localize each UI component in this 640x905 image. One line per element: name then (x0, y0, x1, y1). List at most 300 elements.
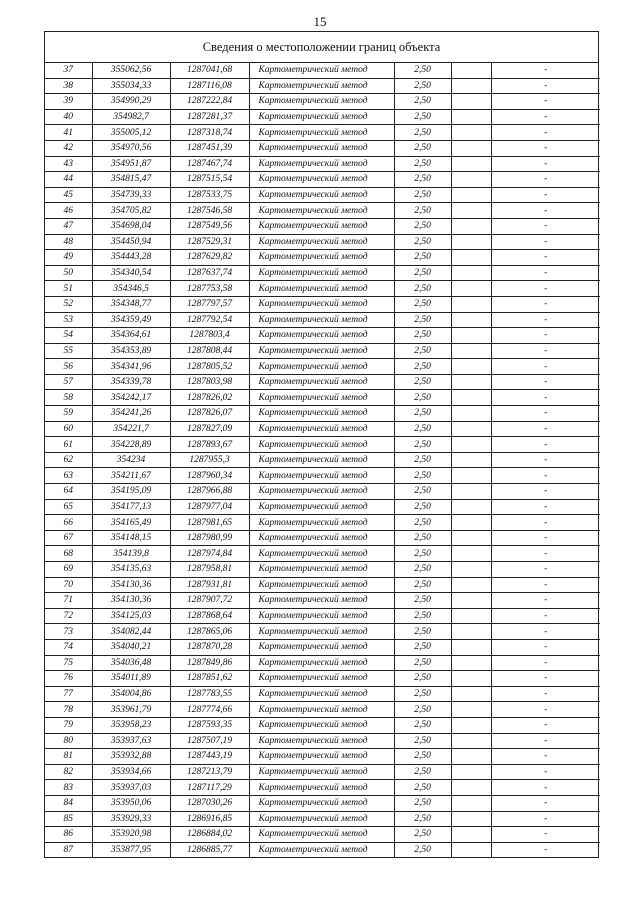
table-row (45, 312, 600, 328)
y-coordinate-cell: 1287966,88 (170, 484, 249, 500)
point-number-cell: 65 (45, 499, 92, 515)
point-number-cell: 81 (45, 749, 92, 765)
point-number-cell: 66 (45, 515, 92, 531)
point-number-cell: 72 (45, 608, 92, 624)
blank-cell-cell (451, 281, 491, 297)
accuracy-cell: 2,50 (394, 484, 451, 500)
x-coordinate-cell: 354990,29 (92, 94, 170, 110)
method-cell: Картометрический метод (249, 374, 394, 390)
point-number-cell: 37 (45, 63, 92, 78)
method-cell: Картометрический метод (249, 125, 394, 141)
accuracy-cell: 2,50 (394, 811, 451, 827)
blank-cell-cell (451, 749, 491, 765)
description-cell: - (491, 390, 600, 406)
x-coordinate-cell: 355005,12 (92, 125, 170, 141)
accuracy-cell: 2,50 (394, 468, 451, 484)
blank-cell-cell (451, 468, 491, 484)
method-cell: Картометрический метод (249, 421, 394, 437)
y-coordinate-cell: 1287629,82 (170, 250, 249, 266)
accuracy-cell: 2,50 (394, 686, 451, 702)
description-cell: - (491, 484, 600, 500)
x-coordinate-cell: 354951,87 (92, 156, 170, 172)
x-coordinate-cell: 354739,33 (92, 187, 170, 203)
accuracy-cell: 2,50 (394, 140, 451, 156)
x-coordinate-cell: 354340,54 (92, 265, 170, 281)
accuracy-cell: 2,50 (394, 172, 451, 188)
method-cell: Картометрический метод (249, 78, 394, 94)
point-number-cell: 46 (45, 203, 92, 219)
point-number-cell: 49 (45, 250, 92, 266)
blank-cell-cell (451, 374, 491, 390)
description-cell: - (491, 78, 600, 94)
table-row (45, 359, 600, 375)
method-cell: Картометрический метод (249, 156, 394, 172)
table-row (45, 827, 600, 843)
y-coordinate-cell: 1287907,72 (170, 593, 249, 609)
y-coordinate-cell: 1287974,84 (170, 546, 249, 562)
table-row (45, 749, 600, 765)
blank-cell-cell (451, 203, 491, 219)
point-number-cell: 61 (45, 437, 92, 453)
y-coordinate-cell: 1287213,79 (170, 764, 249, 780)
accuracy-cell: 2,50 (394, 546, 451, 562)
method-cell: Картометрический метод (249, 655, 394, 671)
description-cell: - (491, 499, 600, 515)
description-cell: - (491, 671, 600, 687)
x-coordinate-cell: 354353,89 (92, 343, 170, 359)
description-cell: - (491, 265, 600, 281)
method-cell: Картометрический метод (249, 343, 394, 359)
table-row (45, 343, 600, 359)
table-row (45, 374, 600, 390)
description-cell: - (491, 63, 600, 78)
table-row (45, 125, 600, 141)
accuracy-cell: 2,50 (394, 359, 451, 375)
blank-cell-cell (451, 452, 491, 468)
y-coordinate-cell: 1287958,81 (170, 562, 249, 578)
point-number-cell: 44 (45, 172, 92, 188)
method-cell: Картометрический метод (249, 686, 394, 702)
accuracy-cell: 2,50 (394, 717, 451, 733)
blank-cell-cell (451, 218, 491, 234)
y-coordinate-cell: 1287507,19 (170, 733, 249, 749)
point-number-cell: 85 (45, 811, 92, 827)
point-number-cell: 86 (45, 827, 92, 843)
table-row (45, 468, 600, 484)
description-cell: - (491, 624, 600, 640)
description-cell: - (491, 639, 600, 655)
table-row (45, 577, 600, 593)
x-coordinate-cell: 353950,06 (92, 795, 170, 811)
accuracy-cell: 2,50 (394, 328, 451, 344)
method-cell: Картометрический метод (249, 795, 394, 811)
point-number-cell: 79 (45, 717, 92, 733)
accuracy-cell: 2,50 (394, 764, 451, 780)
y-coordinate-cell: 1287529,31 (170, 234, 249, 250)
method-cell: Картометрический метод (249, 63, 394, 78)
blank-cell-cell (451, 140, 491, 156)
blank-cell-cell (451, 593, 491, 609)
accuracy-cell: 2,50 (394, 577, 451, 593)
accuracy-cell: 2,50 (394, 312, 451, 328)
y-coordinate-cell: 1287593,35 (170, 717, 249, 733)
point-number-cell: 80 (45, 733, 92, 749)
boundary-table (44, 31, 599, 858)
blank-cell-cell (451, 811, 491, 827)
table-row (45, 296, 600, 312)
point-number-cell: 53 (45, 312, 92, 328)
table-row (45, 764, 600, 780)
blank-cell-cell (451, 764, 491, 780)
blank-cell-cell (451, 530, 491, 546)
x-coordinate-cell: 354339,78 (92, 374, 170, 390)
x-coordinate-cell: 354970,56 (92, 140, 170, 156)
y-coordinate-cell: 1287467,74 (170, 156, 249, 172)
y-coordinate-cell: 1287451,39 (170, 140, 249, 156)
point-number-cell: 55 (45, 343, 92, 359)
description-cell: - (491, 749, 600, 765)
method-cell: Картометрический метод (249, 639, 394, 655)
accuracy-cell: 2,50 (394, 265, 451, 281)
accuracy-cell: 2,50 (394, 530, 451, 546)
description-cell: - (491, 234, 600, 250)
table-row (45, 406, 600, 422)
description-cell: - (491, 546, 600, 562)
table-row (45, 733, 600, 749)
blank-cell-cell (451, 187, 491, 203)
x-coordinate-cell: 354004,86 (92, 686, 170, 702)
description-cell: - (491, 468, 600, 484)
y-coordinate-cell: 1287981,65 (170, 515, 249, 531)
description-cell: - (491, 780, 600, 796)
x-coordinate-cell: 353877,95 (92, 842, 170, 857)
table-title: Сведения о местоположении границ объекта (45, 32, 598, 63)
method-cell: Картометрический метод (249, 109, 394, 125)
blank-cell-cell (451, 780, 491, 796)
y-coordinate-cell: 1287826,07 (170, 406, 249, 422)
table-row (45, 328, 600, 344)
description-cell: - (491, 827, 600, 843)
y-coordinate-cell: 1287960,34 (170, 468, 249, 484)
table-row (45, 265, 600, 281)
description-cell: - (491, 406, 600, 422)
point-number-cell: 76 (45, 671, 92, 687)
point-number-cell: 42 (45, 140, 92, 156)
y-coordinate-cell: 1287865,06 (170, 624, 249, 640)
point-number-cell: 38 (45, 78, 92, 94)
method-cell: Картометрический метод (249, 546, 394, 562)
method-cell: Картометрический метод (249, 265, 394, 281)
y-coordinate-cell: 1287849,86 (170, 655, 249, 671)
y-coordinate-cell: 1287980,99 (170, 530, 249, 546)
accuracy-cell: 2,50 (394, 281, 451, 297)
accuracy-cell: 2,50 (394, 390, 451, 406)
method-cell: Картометрический метод (249, 390, 394, 406)
accuracy-cell: 2,50 (394, 203, 451, 219)
method-cell: Картометрический метод (249, 172, 394, 188)
y-coordinate-cell: 1286916,85 (170, 811, 249, 827)
point-number-cell: 47 (45, 218, 92, 234)
x-coordinate-cell: 354450,94 (92, 234, 170, 250)
table-row (45, 499, 600, 515)
description-cell: - (491, 281, 600, 297)
table-row (45, 203, 600, 219)
blank-cell-cell (451, 437, 491, 453)
method-cell: Картометрический метод (249, 187, 394, 203)
description-cell: - (491, 452, 600, 468)
blank-cell-cell (451, 577, 491, 593)
x-coordinate-cell: 355034,33 (92, 78, 170, 94)
method-cell: Картометрический метод (249, 608, 394, 624)
x-coordinate-cell: 355062,56 (92, 63, 170, 78)
y-coordinate-cell: 1287826,02 (170, 390, 249, 406)
x-coordinate-cell: 354443,28 (92, 250, 170, 266)
table-row (45, 390, 600, 406)
description-cell: - (491, 156, 600, 172)
table-row (45, 795, 600, 811)
y-coordinate-cell: 1287851,62 (170, 671, 249, 687)
method-cell: Картометрический метод (249, 749, 394, 765)
blank-cell-cell (451, 296, 491, 312)
method-cell: Картометрический метод (249, 562, 394, 578)
x-coordinate-cell: 354036,48 (92, 655, 170, 671)
blank-cell-cell (451, 562, 491, 578)
y-coordinate-cell: 1287792,54 (170, 312, 249, 328)
blank-cell-cell (451, 125, 491, 141)
point-number-cell: 68 (45, 546, 92, 562)
point-number-cell: 73 (45, 624, 92, 640)
description-cell: - (491, 218, 600, 234)
x-coordinate-cell: 354241,26 (92, 406, 170, 422)
y-coordinate-cell: 1287783,55 (170, 686, 249, 702)
accuracy-cell: 2,50 (394, 702, 451, 718)
y-coordinate-cell: 1287030,26 (170, 795, 249, 811)
point-number-cell: 57 (45, 374, 92, 390)
y-coordinate-cell: 1287893,67 (170, 437, 249, 453)
x-coordinate-cell: 354705,82 (92, 203, 170, 219)
method-cell: Картометрический метод (249, 593, 394, 609)
accuracy-cell: 2,50 (394, 187, 451, 203)
y-coordinate-cell: 1287868,64 (170, 608, 249, 624)
description-cell: - (491, 562, 600, 578)
table-row (45, 187, 600, 203)
point-number-cell: 52 (45, 296, 92, 312)
method-cell: Картометрический метод (249, 733, 394, 749)
accuracy-cell: 2,50 (394, 374, 451, 390)
x-coordinate-cell: 353929,33 (92, 811, 170, 827)
accuracy-cell: 2,50 (394, 608, 451, 624)
table-row (45, 655, 600, 671)
accuracy-cell: 2,50 (394, 842, 451, 857)
method-cell: Картометрический метод (249, 140, 394, 156)
y-coordinate-cell: 1287774,66 (170, 702, 249, 718)
method-cell: Картометрический метод (249, 468, 394, 484)
x-coordinate-cell: 353958,23 (92, 717, 170, 733)
method-cell: Картометрический метод (249, 624, 394, 640)
accuracy-cell: 2,50 (394, 593, 451, 609)
method-cell: Картометрический метод (249, 717, 394, 733)
x-coordinate-cell: 354815,47 (92, 172, 170, 188)
x-coordinate-cell: 354130,36 (92, 577, 170, 593)
y-coordinate-cell: 1287116,08 (170, 78, 249, 94)
method-cell: Картометрический метод (249, 827, 394, 843)
method-cell: Картометрический метод (249, 811, 394, 827)
point-number-cell: 45 (45, 187, 92, 203)
x-coordinate-cell: 353937,03 (92, 780, 170, 796)
description-cell: - (491, 328, 600, 344)
y-coordinate-cell: 1286884,02 (170, 827, 249, 843)
table-row (45, 546, 600, 562)
table-row (45, 717, 600, 733)
table-row (45, 780, 600, 796)
table-row (45, 608, 600, 624)
blank-cell-cell (451, 608, 491, 624)
y-coordinate-cell: 1287805,52 (170, 359, 249, 375)
x-coordinate-cell: 354348,77 (92, 296, 170, 312)
description-cell: - (491, 842, 600, 857)
description-cell: - (491, 577, 600, 593)
blank-cell-cell (451, 312, 491, 328)
y-coordinate-cell: 1287637,74 (170, 265, 249, 281)
method-cell: Картометрический метод (249, 312, 394, 328)
point-number-cell: 77 (45, 686, 92, 702)
table-row (45, 281, 600, 297)
method-cell: Картометрический метод (249, 406, 394, 422)
accuracy-cell: 2,50 (394, 218, 451, 234)
description-cell: - (491, 702, 600, 718)
x-coordinate-cell: 354148,15 (92, 530, 170, 546)
x-coordinate-cell: 354982,7 (92, 109, 170, 125)
point-number-cell: 74 (45, 639, 92, 655)
table-row (45, 639, 600, 655)
blank-cell-cell (451, 250, 491, 266)
y-coordinate-cell: 1287870,28 (170, 639, 249, 655)
accuracy-cell: 2,50 (394, 749, 451, 765)
description-cell: - (491, 312, 600, 328)
method-cell: Картометрический метод (249, 577, 394, 593)
y-coordinate-cell: 1287117,29 (170, 780, 249, 796)
point-number-cell: 50 (45, 265, 92, 281)
y-coordinate-cell: 1287977,04 (170, 499, 249, 515)
table-row (45, 484, 600, 500)
description-cell: - (491, 343, 600, 359)
blank-cell-cell (451, 78, 491, 94)
table-row (45, 140, 600, 156)
method-cell: Картометрический метод (249, 499, 394, 515)
method-cell: Картометрический метод (249, 530, 394, 546)
blank-cell-cell (451, 156, 491, 172)
point-number-cell: 59 (45, 406, 92, 422)
accuracy-cell: 2,50 (394, 515, 451, 531)
point-number-cell: 87 (45, 842, 92, 857)
y-coordinate-cell: 1287546,58 (170, 203, 249, 219)
y-coordinate-cell: 1287808,44 (170, 343, 249, 359)
x-coordinate-cell: 353961,79 (92, 702, 170, 718)
y-coordinate-cell: 1287827,09 (170, 421, 249, 437)
method-cell: Картометрический метод (249, 94, 394, 110)
page-number: 15 (313, 14, 327, 29)
accuracy-cell: 2,50 (394, 63, 451, 78)
x-coordinate-cell: 354346,5 (92, 281, 170, 297)
blank-cell-cell (451, 359, 491, 375)
y-coordinate-cell: 1287041,68 (170, 63, 249, 78)
x-coordinate-cell: 354242,17 (92, 390, 170, 406)
blank-cell-cell (451, 406, 491, 422)
point-number-cell: 70 (45, 577, 92, 593)
y-coordinate-cell: 1287753,58 (170, 281, 249, 297)
blank-cell-cell (451, 717, 491, 733)
table-row (45, 250, 600, 266)
x-coordinate-cell: 353937,63 (92, 733, 170, 749)
x-coordinate-cell: 354341,96 (92, 359, 170, 375)
table-row (45, 452, 600, 468)
description-cell: - (491, 608, 600, 624)
table-row (45, 702, 600, 718)
table-row (45, 172, 600, 188)
description-cell: - (491, 140, 600, 156)
y-coordinate-cell: 1287955,3 (170, 452, 249, 468)
point-number-cell: 48 (45, 234, 92, 250)
point-number-cell: 69 (45, 562, 92, 578)
description-cell: - (491, 125, 600, 141)
x-coordinate-cell: 353920,98 (92, 827, 170, 843)
method-cell: Картометрический метод (249, 702, 394, 718)
blank-cell-cell (451, 172, 491, 188)
accuracy-cell: 2,50 (394, 156, 451, 172)
table-row (45, 624, 600, 640)
y-coordinate-cell: 1287318,74 (170, 125, 249, 141)
point-number-cell: 40 (45, 109, 92, 125)
method-cell: Картометрический метод (249, 296, 394, 312)
table-row (45, 811, 600, 827)
x-coordinate-cell: 353932,88 (92, 749, 170, 765)
table-row (45, 218, 600, 234)
table-row (45, 686, 600, 702)
description-cell: - (491, 296, 600, 312)
blank-cell-cell (451, 842, 491, 857)
description-cell: - (491, 795, 600, 811)
blank-cell-cell (451, 421, 491, 437)
description-cell: - (491, 421, 600, 437)
method-cell: Картометрический метод (249, 234, 394, 250)
x-coordinate-cell: 354040,21 (92, 639, 170, 655)
blank-cell-cell (451, 390, 491, 406)
description-cell: - (491, 764, 600, 780)
point-number-cell: 75 (45, 655, 92, 671)
method-cell: Картометрический метод (249, 203, 394, 219)
blank-cell-cell (451, 515, 491, 531)
y-coordinate-cell: 1287803,98 (170, 374, 249, 390)
point-number-cell: 82 (45, 764, 92, 780)
method-cell: Картометрический метод (249, 842, 394, 857)
x-coordinate-cell: 354195,09 (92, 484, 170, 500)
method-cell: Картометрический метод (249, 281, 394, 297)
accuracy-cell: 2,50 (394, 639, 451, 655)
x-coordinate-cell: 354359,49 (92, 312, 170, 328)
point-number-cell: 43 (45, 156, 92, 172)
accuracy-cell: 2,50 (394, 655, 451, 671)
x-coordinate-cell: 354135,63 (92, 562, 170, 578)
y-coordinate-cell: 1287222,84 (170, 94, 249, 110)
method-cell: Картометрический метод (249, 452, 394, 468)
accuracy-cell: 2,50 (394, 437, 451, 453)
point-number-cell: 60 (45, 421, 92, 437)
description-cell: - (491, 593, 600, 609)
method-cell: Картометрический метод (249, 328, 394, 344)
description-cell: - (491, 250, 600, 266)
description-cell: - (491, 717, 600, 733)
blank-cell-cell (451, 827, 491, 843)
